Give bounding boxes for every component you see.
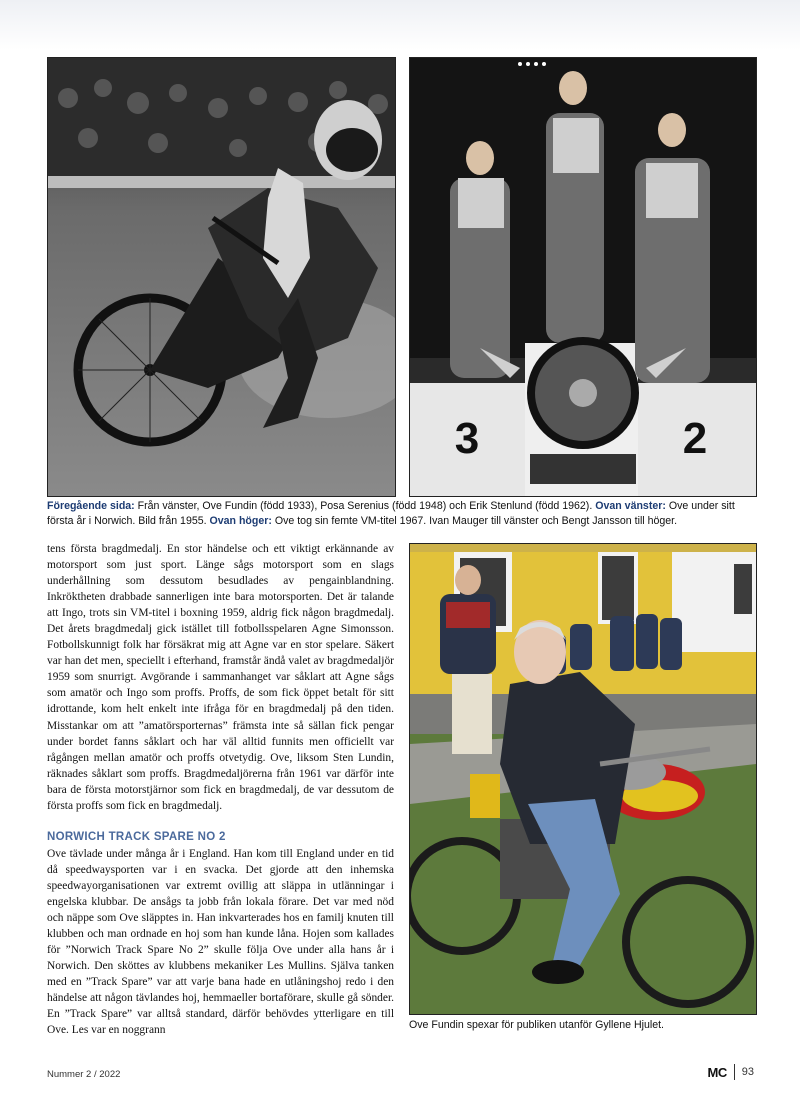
photo-rider-norwich: [47, 57, 396, 497]
article-paragraph: tens första bragdmedalj. En stor händelse och ett viktigt erkännande av motorsport som just sport. Länge sågs motorsport som en slags underhållning som dessutom besudlades av pengainblandning. Inkröktheten drabbade sannerligen inte bara motorsporten. Det är talande att Ingo, trots sin VM-titel i boxning 1959, aldrig fick någon bragdmedalj. Det årets bragdmedalj gick istället till fotbollsspelaren Agne Simonsson. Fotbollskunnigt folk har försäkrat mig att Agne var en stor spelare. Säkert var han det men, speciellt i efterhand, framstår ändå valet av bragdmedaljör 1959 som snurrigt. Avgörande i sammanhanget var såklart att Agne sågs som amatör och Ingo som proffs. Proffs, de som fick öppet betalt för sitt idrottande, kom helt enkelt inte ifråga för en bragdmedalj på den tiden. Misstankar om att ”amatörsporternas” främsta inte så sällan fick pengar under bordet fanns såklart och har väl alltid funnits men officiellt var rågången mellan amatör och proffs otvetydig. Ove, liksom Sten Lundin, räknades såklart som proffs. Bragdmedaljörerna från 1961 var därför inte bara de första motorstjärnor som fick en bragdmedalj, de var dessutom de första proffs som fick en bragdmedalj.: [47, 543, 394, 812]
caption-right-text: Ove tog sin femte VM-titel 1967. Ivan Mauger till vänster och Bengt Jansson till höger.: [271, 515, 678, 527]
podium-third-place-number: 3: [454, 414, 480, 463]
article-paragraph: Ove tävlade under många år i England. Han kom till England under en tid då speedwaysporten var i en svacka. Det gjorde att den inhemska speedwayorganisationen var extremt ovillig att släppa in utlänningar i engelska klubbar. De ansågs ta jobb från lokala förare. Det var med nöd och näppe som Ove släpptes in. Han inkvarterades hos en familj knuten till klubben och man ordnade en hoj som han kunde låna. Hojen som kallades för ”Norwich Track Spare No 2” skulle följa Ove under alla hans år i Norwich. Den sköttes av klubbens mekaniker Les Mullins. Själva tanken med en ”Track Spare” var att varje bana hade en utlåningshoj redo i den händelse att någon tävlandes hoj, hemmaeller bortaförare, skulle gå sönder. En ”Track Spare” var alltså standard, därför behövdes ytterligare en till Ove. Les var en noggrann: [47, 847, 394, 1037]
caption-left-label: Ovan vänster:: [595, 500, 666, 512]
caption-prev-page-label: Föregående sida:: [47, 500, 135, 512]
page-header-band: [0, 0, 800, 50]
magazine-logo: MC: [707, 1064, 727, 1080]
section-heading: NORWICH TRACK SPARE NO 2: [47, 830, 226, 843]
photo-caption-bottom: Ove Fundin spexar för publiken utanför Gyllene Hjulet.: [409, 1019, 664, 1031]
podium-second-place-number: 2: [682, 414, 708, 463]
caption-prev-page-text: Från vänster, Ove Fundin (född 1933), Posa Serenius (född 1948) och Erik Stenlund (född 1962).: [134, 500, 596, 512]
page-footer: [708, 1064, 754, 1080]
podium-illustration: [410, 58, 756, 496]
color-photo-illustration: [410, 544, 756, 1014]
photo-podium-1967: [409, 57, 757, 497]
issue-number: Nummer 2 / 2022: [47, 1069, 121, 1080]
caption-left-text: Ove under sitt första år i Norwich. Bild från 1955.: [47, 500, 735, 527]
article-column: [47, 541, 394, 1038]
rider-illustration: [48, 58, 395, 496]
footer-divider: [734, 1064, 735, 1080]
caption-right-label: Ovan höger:: [209, 515, 272, 527]
top-photo-captions: [47, 499, 755, 529]
page-number: 93: [741, 1066, 754, 1078]
photo-ove-fundin-bike: [409, 543, 757, 1015]
